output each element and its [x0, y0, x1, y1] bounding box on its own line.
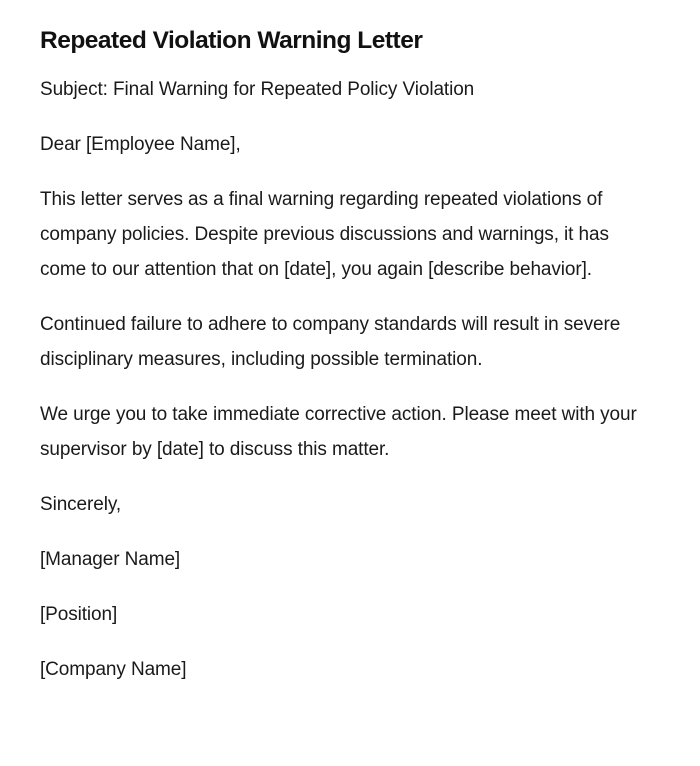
signature-company: [Company Name]: [40, 659, 187, 680]
closing: Sincerely,: [40, 494, 122, 515]
document-title: Repeated Violation Warning Letter: [40, 27, 423, 54]
signature-position: [Position]: [40, 604, 118, 625]
signature-name: [Manager Name]: [40, 549, 181, 570]
salutation: Dear [Employee Name],: [40, 134, 241, 155]
body-paragraph-warning: This letter serves as a final warning regarding repeated violations of company policies. Despite previous discussions and warnings, it has come to our attention that on [date], you again [describe behavior].: [40, 189, 609, 280]
subject-line: Subject: Final Warning for Repeated Policy Violation: [40, 79, 475, 100]
body-paragraph-action: We urge you to take immediate corrective action. Please meet with your supervisor by [date] to discuss this matter.: [40, 404, 637, 460]
body-paragraph-consequences: Continued failure to adhere to company standards will result in severe disciplinary measures, including possible termination.: [40, 314, 621, 370]
